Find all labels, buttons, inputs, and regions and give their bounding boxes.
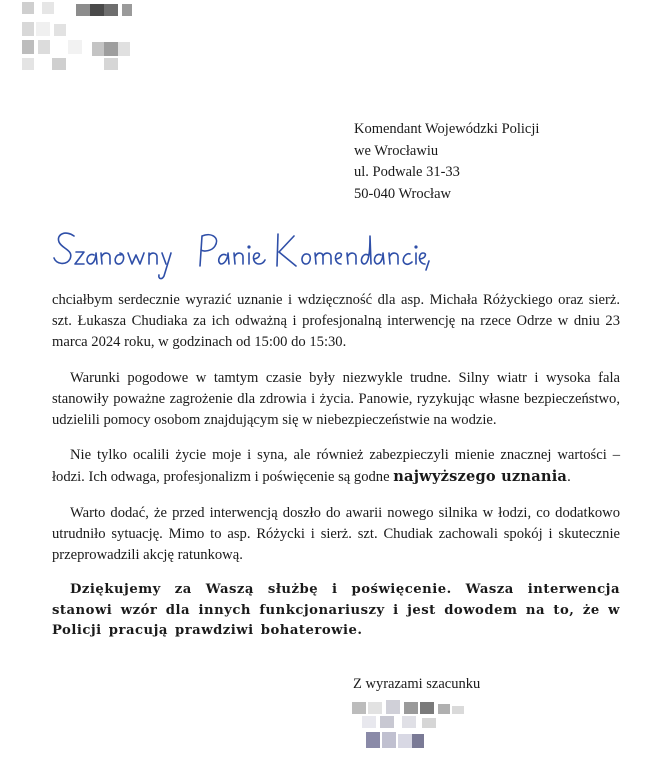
paragraph: chciałbym serdecznie wyrazić uznanie i wdzięczność dla asp. Michała Różyckiego oraz sierż. szt. Łukasza Chudiaka za ich odważną i profesjonalną interwencję na rzece Odrze w dniu 23 marca 2024 roku, w godzinach od 15:00 do 15:30. [52,292,620,351]
paragraph: Warunki pogodowe w tamtym czasie były niezwykle trudne. Silny wiatr i wysoka fala stanowiły poważne zagrożenie dla zdrowia i życia. Panowie, ryzykując własne bezpieczeństwo, udzielili pomocy osobom znajdującym się w niebezpieczeństwie na wodzie. [52,369,620,429]
redaction-pixel [22,2,34,14]
recipient-line: ul. Podwale 31-33 [354,164,460,180]
redaction-pixel [68,40,82,54]
redaction-pixel [422,718,436,728]
redaction-pixel [52,58,66,70]
redaction-pixel [362,716,376,728]
paragraph [52,445,620,488]
redaction-pixel [104,58,118,70]
recipient-line: Komendant Wojewódzki Policji [354,121,540,137]
thanks-paragraph: Dziękujemy za Waszą służbę i poświęcenie. Wasza interwencja stanowi wzór dla innych funkcjonariuszy i jest dowodem na to, że w Policji pracują prawdziwi bohaterowie. [52,582,620,639]
redaction-pixel [380,716,394,728]
redaction-pixel [382,732,396,748]
redaction-pixel [22,40,34,54]
paragraph-text: . [567,469,571,486]
redaction-pixel [118,42,130,56]
paragraph-text: Nie tylko ocalili życie moje i syna, ale również zabezpieczyli mienie znacznej wartości – łodzi. Ich odwaga, profesjonalizm i poświęcenie są godne [52,447,620,486]
paragraph: Warto dodać, że przed interwencją doszło do awarii nowego silnika w łodzi, co dodatkowo utrudniło sytuację. Mimo to asp. Różycki i sierż. szt. Chudiak zachowali spokój i skutecznie przeprowadzili akcję ratunkową. [52,504,620,564]
redaction-pixel [452,706,464,714]
redaction-pixel [76,4,90,16]
redaction-pixel [22,22,34,36]
recipient-line: we Wrocławiu [354,142,439,159]
redaction-pixel [38,40,50,54]
redaction-pixel [366,732,380,748]
redaction-pixel [122,4,132,16]
redaction-pixel [42,2,54,14]
redaction-pixel [402,716,416,728]
closing-phrase: Z wyrazami szacunku [353,676,481,692]
redaction-pixel [104,4,118,16]
recipient-address [354,119,539,205]
redaction-pixel [412,734,424,748]
redaction-pixel [104,42,118,56]
redaction-pixel [386,700,400,714]
redacted-sender-address [22,0,132,75]
letter-body [52,290,620,656]
handwritten-salutation [50,222,430,282]
redaction-pixel [352,702,366,714]
redaction-pixel [22,58,34,70]
emphasis-text: najwyższego uznania [393,468,568,486]
recipient-line: 50-040 Wrocław [354,185,451,202]
redaction-pixel [92,42,104,56]
redaction-pixel [54,24,66,36]
redaction-pixel [36,22,50,36]
redaction-pixel [420,702,434,714]
redaction-pixel [398,734,412,748]
redaction-pixel [368,702,382,714]
redaction-pixel [90,4,104,16]
redacted-signature [352,700,472,752]
redaction-pixel [404,702,418,714]
redaction-pixel [438,704,450,714]
